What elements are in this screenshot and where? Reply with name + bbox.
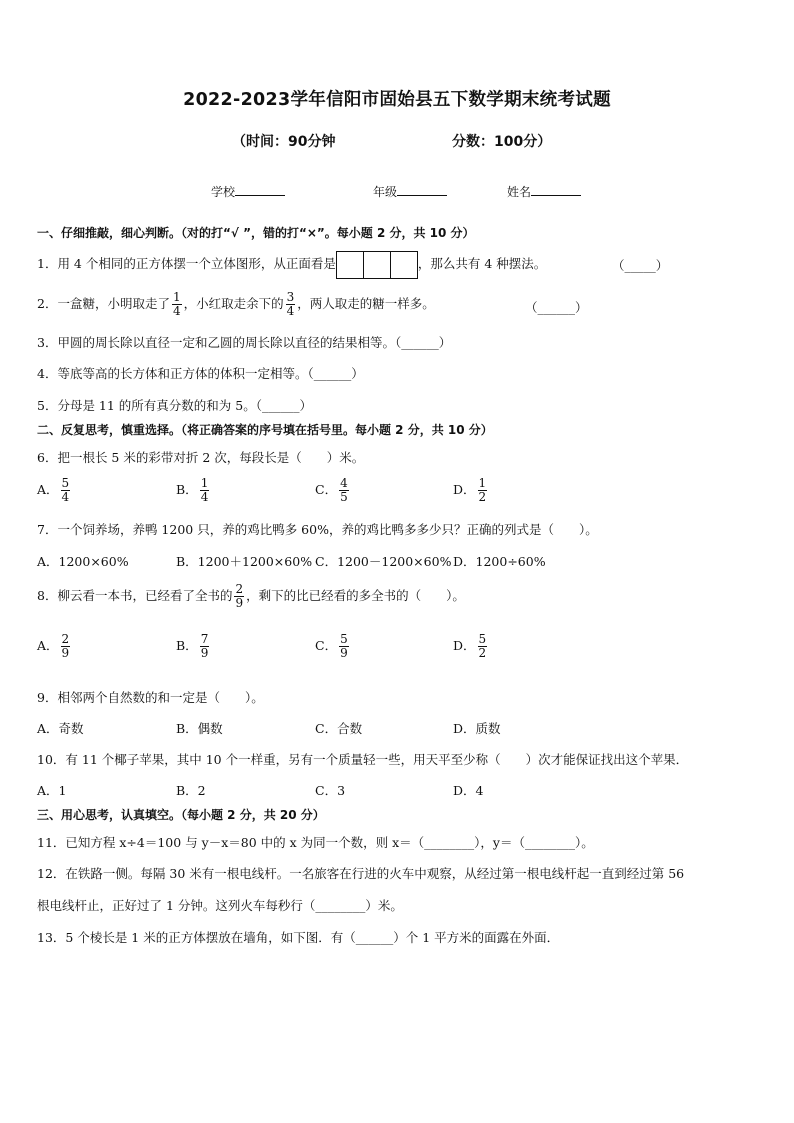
question-8-option-c[interactable] bbox=[315, 632, 351, 660]
question-8-text-a: 8．柳云看一本书，已经看了全书的 bbox=[37, 588, 233, 603]
option-label: B． bbox=[176, 482, 198, 497]
option-fraction: $\frac{5}{2}$ bbox=[478, 632, 487, 660]
question-10-option-b[interactable]: B．2 bbox=[176, 783, 206, 798]
section-2-heading: 二、反复思考，慎重选择。（将正确答案的序号填在括号里。每小题 2 分，共 10 分） bbox=[37, 423, 493, 437]
section-3-heading: 三、用心思考，认真填空。（每小题 2 分，共 20 分） bbox=[37, 808, 325, 822]
question-12-line-2: 根电线杆止，正好过了 1 分钟。这列火车每秒行（________）米。 bbox=[37, 898, 403, 913]
exam-time: （时间：90分钟 bbox=[232, 134, 336, 150]
option-label: C． bbox=[315, 638, 338, 653]
question-8-option-d[interactable] bbox=[453, 632, 489, 660]
option-fraction: $\frac{1}{2}$ bbox=[478, 476, 487, 504]
question-8-option-a[interactable] bbox=[37, 632, 72, 660]
question-7-option-a[interactable]: A．1200×60% bbox=[37, 554, 129, 569]
question-5: 5．分母是 11 的所有真分数的和为 5。（______） bbox=[37, 398, 312, 413]
school-blank[interactable] bbox=[235, 183, 285, 196]
question-2-answer[interactable]: （______） bbox=[525, 300, 588, 315]
option-fraction: $\frac{1}{4}$ bbox=[200, 476, 209, 504]
question-9-option-d[interactable]: D．质数 bbox=[453, 721, 501, 736]
question-10-option-d[interactable]: D．4 bbox=[453, 783, 484, 798]
option-fraction: $\frac{2}{9}$ bbox=[61, 632, 70, 660]
exam-score: 分数：100分） bbox=[452, 134, 552, 150]
question-9-option-a[interactable]: A．奇数 bbox=[37, 721, 84, 736]
question-1-text-a: 1．用 4 个相同的正方体摆一个立体图形，从正面看是 bbox=[37, 256, 336, 271]
question-1 bbox=[37, 250, 546, 279]
question-6: 6．把一根长 5 米的彩带对折 2 次，每段长是（ ）米。 bbox=[37, 450, 365, 465]
question-11: 11．已知方程 x÷4＝100 与 y－x＝80 中的 x 为同一个数，则 x＝（________），y＝（________）。 bbox=[37, 835, 594, 850]
grade-blank[interactable] bbox=[397, 183, 447, 196]
question-6-option-c[interactable] bbox=[315, 476, 351, 504]
question-6-option-d[interactable] bbox=[453, 476, 489, 504]
question-8 bbox=[37, 582, 465, 610]
option-fraction: $\frac{5}{9}$ bbox=[340, 632, 348, 660]
question-3: 3．甲圆的周长除以直径一定和乙圆的周长除以直径的结果相等。（______） bbox=[37, 335, 452, 350]
question-2-text-c: ，两人取走的糖一样多。 bbox=[297, 296, 435, 311]
school-field bbox=[211, 183, 285, 200]
question-8-option-b[interactable] bbox=[176, 632, 211, 660]
question-10: 10．有 11 个椰子苹果，其中 10 个一样重，另有一个质量轻一些，用天平至少称（ ）次才能保证找出这个苹果． bbox=[37, 752, 689, 767]
option-label: B． bbox=[176, 638, 198, 653]
question-4: 4．等底等高的长方体和正方体的体积一定相等。（______） bbox=[37, 366, 364, 381]
question-2-text-b: ，小红取走余下的 bbox=[183, 296, 284, 311]
question-6-option-b[interactable] bbox=[176, 476, 211, 504]
fraction-one-quarter: $\frac{1}{4}$ bbox=[172, 290, 181, 318]
option-fraction: $\frac{7}{9}$ bbox=[200, 632, 209, 660]
front-view-figure bbox=[336, 251, 418, 279]
question-7-option-c[interactable]: C．1200－1200×60% bbox=[315, 554, 452, 569]
option-label: D． bbox=[453, 638, 476, 653]
question-7-option-b[interactable]: B．1200＋1200×60% bbox=[176, 554, 313, 569]
question-7: 7．一个饲养场，养鸭 1200 只，养的鸡比鸭多 60%，养的鸡比鸭多多少只？正确的列式是（ ）。 bbox=[37, 522, 598, 537]
fraction-two-ninths: $\frac{2}{9}$ bbox=[235, 582, 244, 610]
school-label: 学校 bbox=[211, 185, 236, 199]
option-fraction: $\frac{5}{4}$ bbox=[61, 476, 70, 504]
question-1-text-b: ，那么共有 4 种摆法。 bbox=[417, 256, 547, 271]
question-9: 9．相邻两个自然数的和一定是（ ）。 bbox=[37, 690, 264, 705]
option-label: A． bbox=[37, 482, 59, 497]
section-1-heading: 一、仔细推敲，细心判断。（对的打“√ ”，错的打“×”。每小题 2 分，共 10 分） bbox=[37, 226, 475, 240]
question-9-option-c[interactable]: C．合数 bbox=[315, 721, 363, 736]
question-1-answer[interactable]: （_____） bbox=[612, 258, 669, 273]
question-10-option-a[interactable]: A．1 bbox=[37, 783, 67, 798]
question-6-option-a[interactable] bbox=[37, 476, 72, 504]
option-label: A． bbox=[37, 638, 59, 653]
question-8-text-b: ，剩下的比已经看的多全书的（ ）。 bbox=[246, 588, 465, 603]
grade-label: 年级 bbox=[373, 185, 398, 199]
name-blank[interactable] bbox=[531, 183, 581, 196]
grade-field bbox=[373, 183, 447, 200]
name-label: 姓名 bbox=[507, 185, 532, 199]
option-fraction: $\frac{4}{5}$ bbox=[340, 476, 348, 504]
question-9-option-b[interactable]: B．偶数 bbox=[176, 721, 223, 736]
fraction-three-quarters: $\frac{3}{4}$ bbox=[286, 290, 295, 318]
question-2-text-a: 2．一盒糖，小明取走了 bbox=[37, 296, 170, 311]
page-title: 2022-2023学年信阳市固始县五下数学期末统考试题 bbox=[183, 90, 611, 110]
question-2 bbox=[37, 290, 435, 318]
option-label: C． bbox=[315, 482, 338, 497]
name-field bbox=[507, 183, 581, 200]
question-7-option-d[interactable]: D．1200÷60% bbox=[453, 554, 546, 569]
question-13: 13．5 个棱长是 1 米的正方体摆放在墙角，如下图．有（______）个 1 平方米的面露在外面． bbox=[37, 930, 560, 945]
question-12-line-1: 12．在铁路一侧。每隔 30 米有一根电线杆。一名旅客在行进的火车中观察，从经过第一根电线杆起一直到经过第 56 bbox=[37, 866, 685, 881]
question-10-option-c[interactable]: C．3 bbox=[315, 783, 346, 798]
option-label: D． bbox=[453, 482, 476, 497]
